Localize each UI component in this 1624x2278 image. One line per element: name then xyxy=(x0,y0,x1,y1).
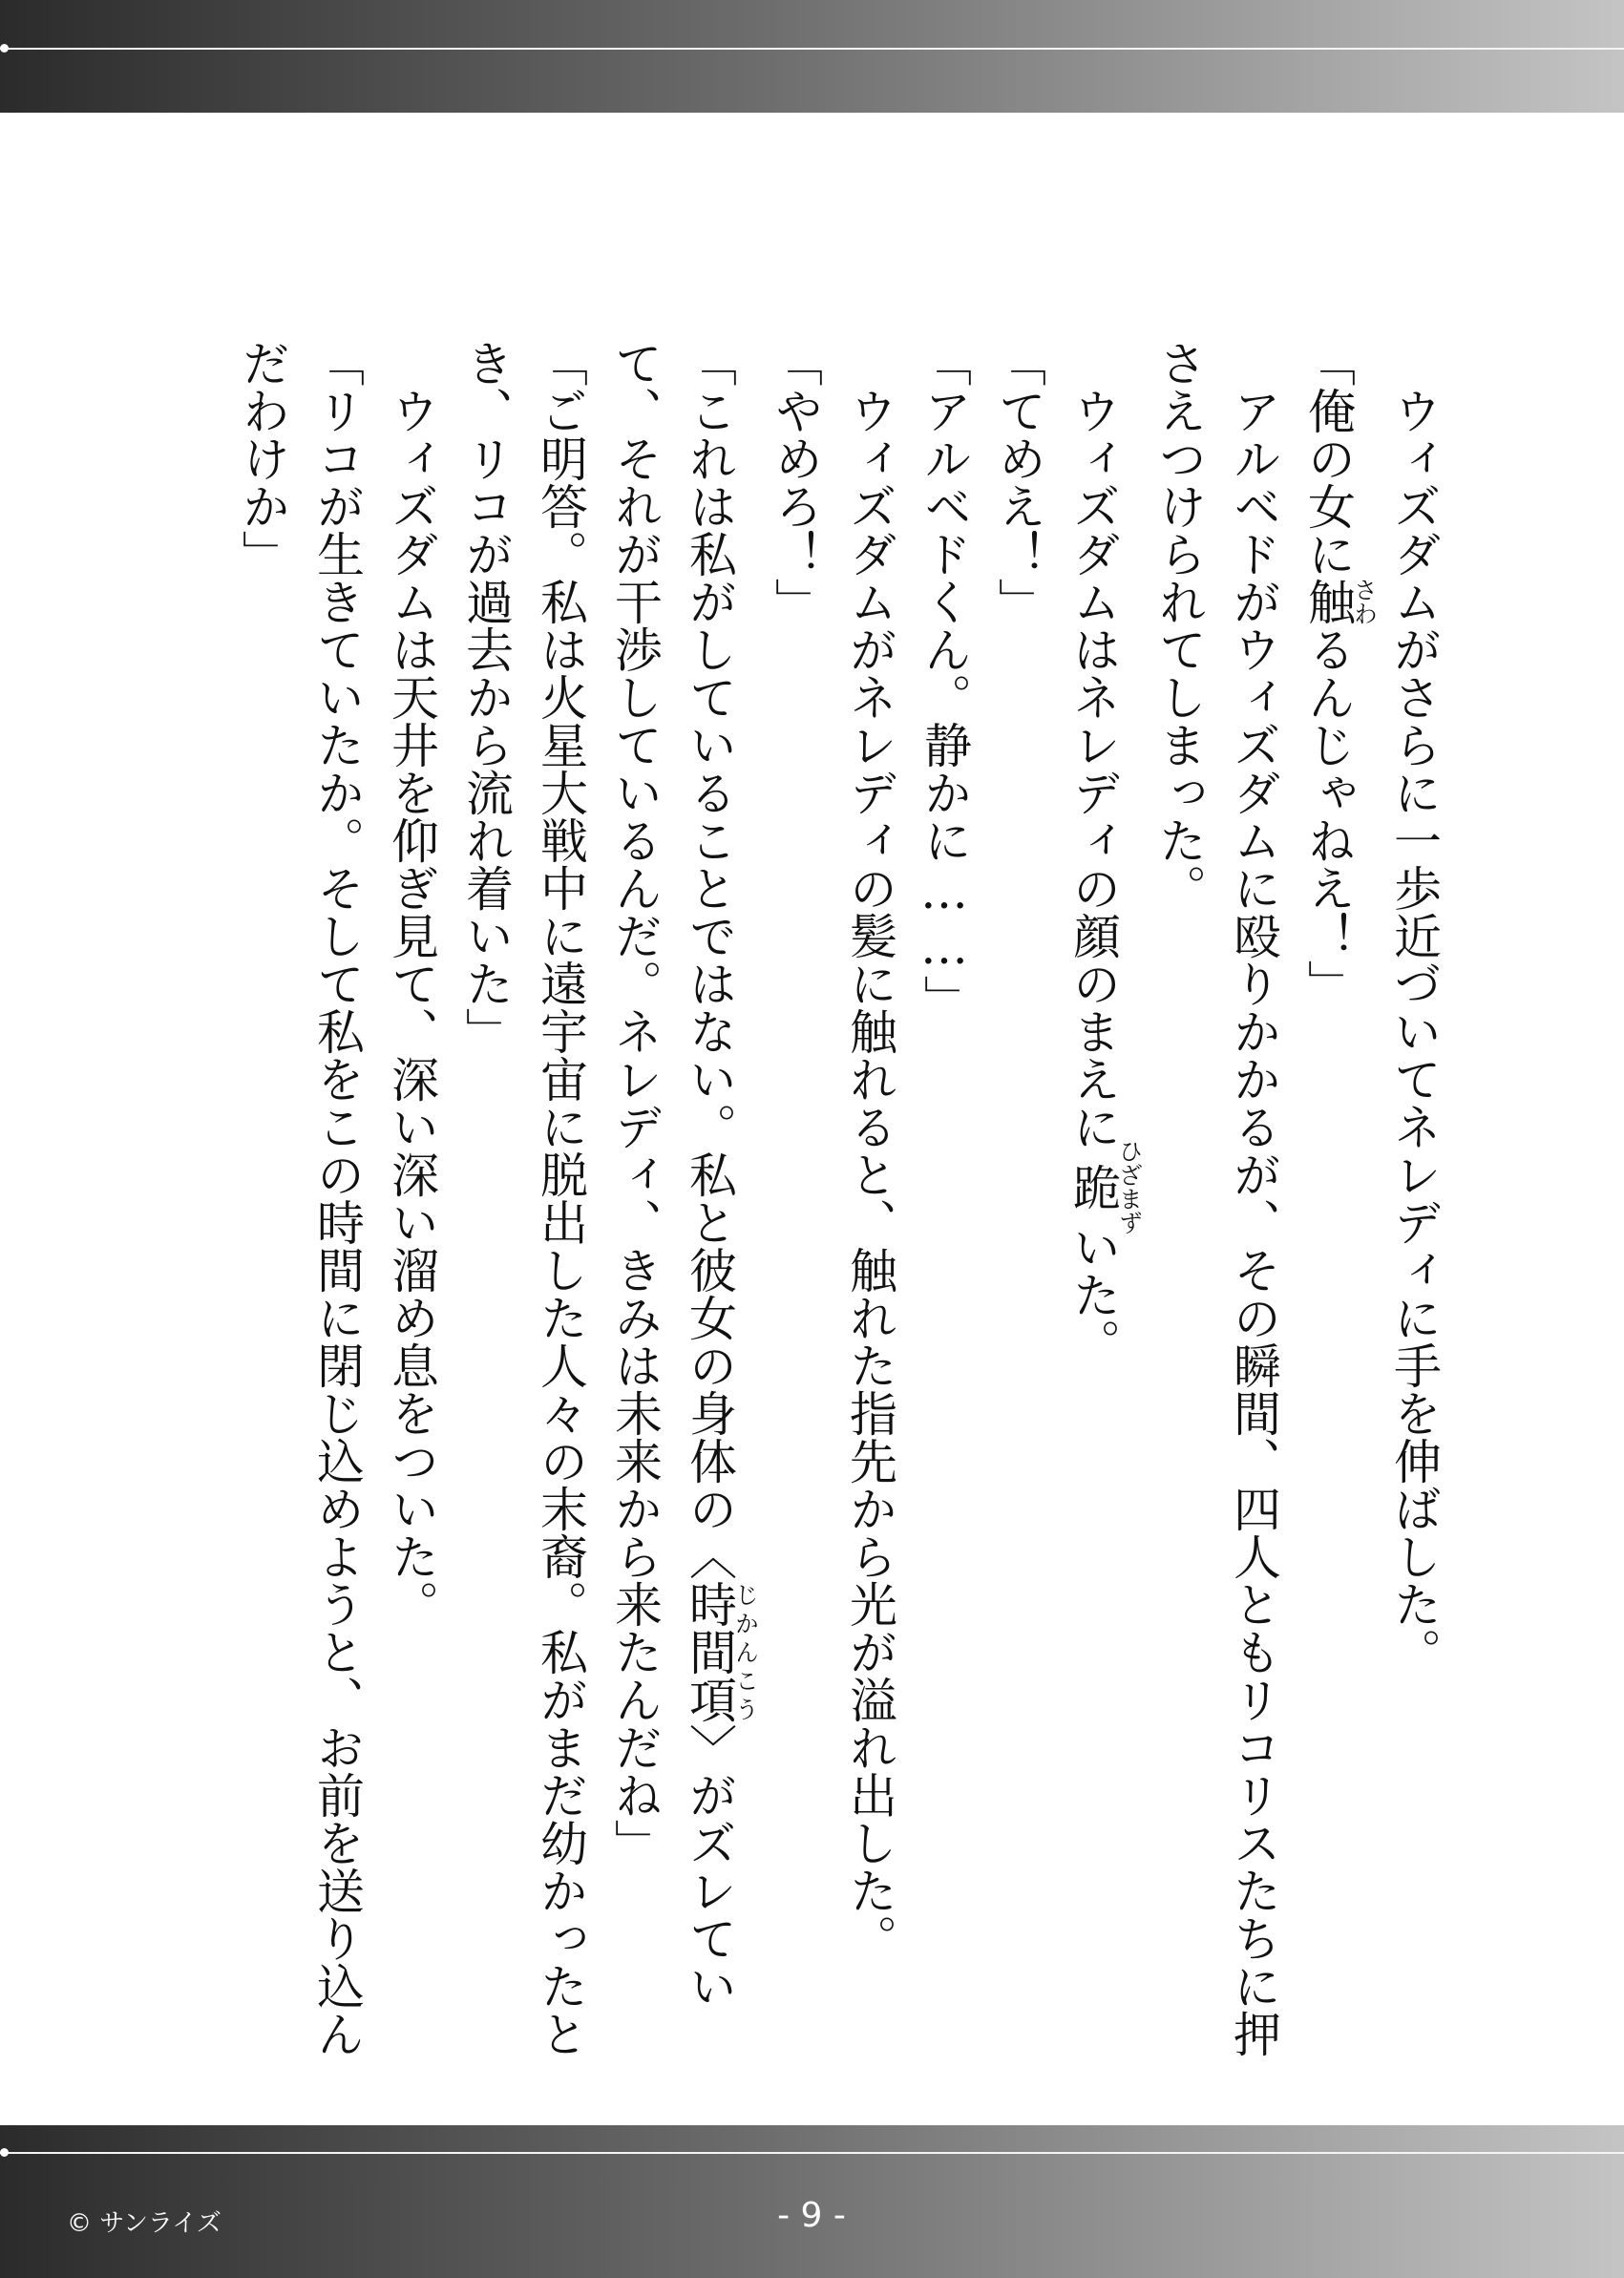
header-rule-dot xyxy=(0,44,9,53)
paragraph: アルベドがウィズダムに殴りかかるが、その瞬間、四人ともリコリスたちに押さえつけられてしまった。 xyxy=(1151,339,1281,2057)
paragraph: ウィズダムがさらに一歩近づいてネレディに手を伸ばした。 xyxy=(1386,387,1442,1676)
novel-text xyxy=(196,339,1451,2086)
paragraph: 「アルベドくん。静かに……」 xyxy=(917,339,972,1023)
paragraph: 「てめえ！」 xyxy=(991,339,1046,625)
header-band xyxy=(0,0,1624,113)
ruby-annotation: 触さわ xyxy=(1300,578,1379,625)
paragraph: 「ご明答。私は火星大戦中に遠宇宙に脱出した人々の末裔。私がまだ幼かったとき、リコが過去から流れ着いた」 xyxy=(458,339,588,2057)
copyright-notice: © サンライズ xyxy=(67,2209,221,2238)
paragraph: 「リコが生きていたか。そして私をこの時間に閉じ込めようと、お前を送り込んだわけか」 xyxy=(235,339,365,2057)
page-number: - 9 - xyxy=(777,2196,846,2235)
paragraph: 「やめろ！」 xyxy=(768,339,823,625)
paragraph: ウィズダムは天井を仰ぎ見て、深い深い溜め息をついた。 xyxy=(384,387,439,1628)
footer-rule xyxy=(0,2152,1624,2154)
ruby-annotation: 時間項じかんこう xyxy=(682,1580,760,1723)
paragraph: 「これは私がしていることではない。私と彼女の身体の〈時間項じかんこう〉がズレていて、それが干渉しているんだ。ネレディ、きみは未来から来たんだね」 xyxy=(607,339,760,2010)
ruby-annotation: 跪ひざまず xyxy=(1065,1139,1144,1234)
paragraph: ウィズダムはネレディの顔のまえに跪ひざまずいた。 xyxy=(1065,387,1144,1366)
footer-band xyxy=(0,2125,1624,2278)
paragraph: 「俺の女に触さわるんじゃねえ！」 xyxy=(1300,339,1379,1007)
header-rule xyxy=(0,48,1624,50)
footer-rule-dot xyxy=(0,2148,9,2157)
paragraph: ウィズダムがネレディの髪に触れると、触れた指先から光が溢れ出した。 xyxy=(842,387,897,1962)
